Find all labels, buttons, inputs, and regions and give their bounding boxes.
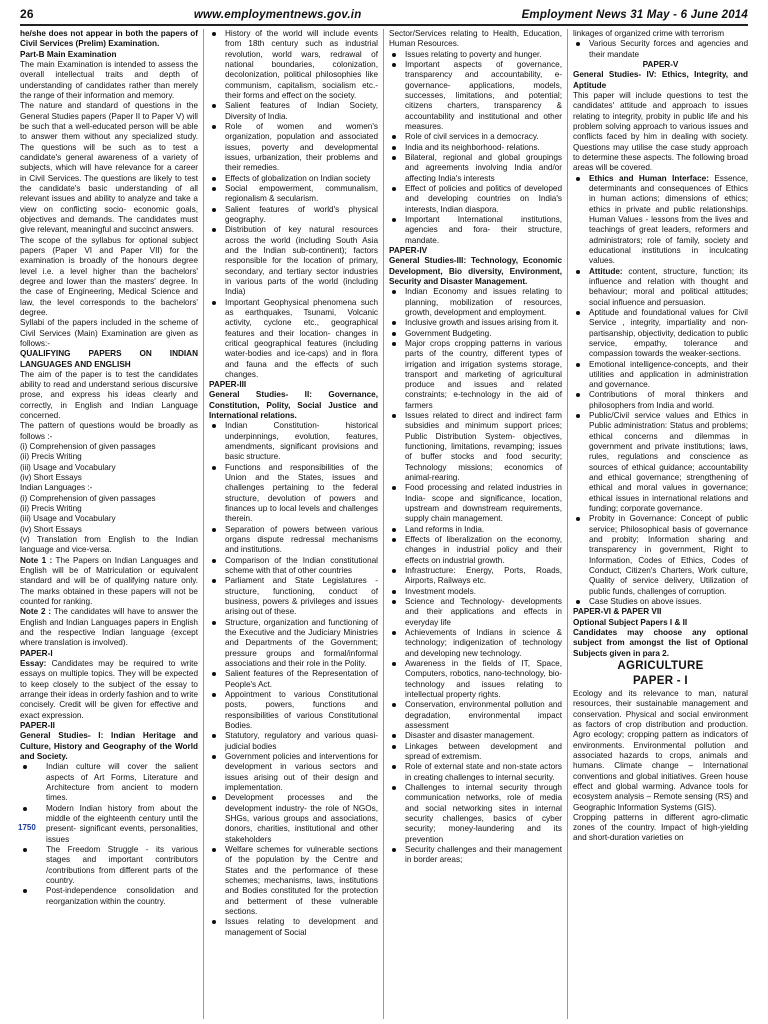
paragraph: (iv) Short Essays bbox=[20, 473, 82, 483]
section-heading: QUALIFYING PAPERS ON INDIAN LANGUAGES AND ENGLISH bbox=[20, 349, 198, 369]
note-text: The Papers on Indian Languages and English will be of Matriculation or equivalent standard and will be of qualifying nature only. The marks obtained in these papers will not be counted for ranking. bbox=[20, 555, 198, 607]
list-item-lead: Ethics and Human Interface: bbox=[589, 173, 709, 183]
list-item-text: Post-independence consolidation and reorganization within the country. bbox=[46, 886, 198, 906]
list-item-text: Indian Constitution- historical underpinnings, evolution, features, amendments, significant provisions and basic structure. bbox=[225, 421, 378, 462]
list-item-text: Science and Technology- developments and their applications and effects in everyday life bbox=[405, 597, 562, 627]
list-item-text: Indian culture will cover the salient aspects of Art Forms, Literature and Architecture from ancient to modern times. bbox=[46, 762, 198, 803]
list-item-text: Various Security forces and agencies and their mandate bbox=[589, 39, 748, 59]
section-heading: PAPER-V bbox=[642, 59, 679, 69]
list-item bbox=[573, 390, 748, 411]
list-item bbox=[389, 628, 562, 659]
list-item-text: Land reforms in India. bbox=[405, 524, 485, 534]
list-item bbox=[209, 525, 378, 556]
list-item bbox=[209, 184, 378, 205]
column-2 bbox=[203, 29, 383, 1019]
list-item-text: Comparison of the Indian constitutional scheme with that of other countries bbox=[225, 555, 378, 576]
list-item-text: Important International institutions, agencies and fora- their structure, mandate. bbox=[405, 214, 562, 245]
list-item-lead: Attitude: bbox=[589, 266, 623, 276]
section-heading: Candidates may choose any optional subject from amongst the list of Optional Subjects given in para 2. bbox=[573, 628, 748, 658]
list-item bbox=[389, 339, 562, 411]
list-item-text: Disaster and disaster management. bbox=[405, 731, 535, 741]
list-item bbox=[573, 514, 748, 597]
list-item-text: Case Studies on above issues. bbox=[589, 597, 702, 607]
list-item-text: History of the world will include events from 18th century such as industrial revolution, world wars, redrawal of national boundaries, colonization, decolonization, political philosophies like communism, capitalism, socialism etc.- their forms and effect on the society. bbox=[225, 29, 378, 100]
list-item bbox=[209, 917, 378, 938]
list-item bbox=[20, 762, 198, 803]
section-heading: General Studies- II: Governance, Constitution, Polity, Social Justice and International relations. bbox=[209, 390, 378, 421]
list-item bbox=[209, 845, 378, 917]
list-item bbox=[389, 132, 562, 142]
list-item bbox=[389, 411, 562, 483]
list-item bbox=[573, 39, 748, 60]
note-label: Note 1 : bbox=[20, 555, 53, 565]
paragraph: (ii) Precis Writing bbox=[20, 452, 82, 462]
list-item-text: Major crops cropping patterns in various parts of the country, different types of irrigation and irrigation systems storage, transport and marketing of agricultural produce and issues and related constraints; e-technology in the aid of farmers bbox=[405, 338, 562, 410]
list-item bbox=[573, 597, 748, 607]
section-heading: General Studies- I: Indian Heritage and Culture, History and Geography of the World and Society. bbox=[20, 731, 198, 761]
column-4 bbox=[567, 29, 748, 1019]
section-heading: Optional Subject Papers I & II bbox=[573, 617, 688, 627]
note-text: The candidates will have to answer the English and Indian Languages papers in English and the respective Indian language (except where translation is involved). bbox=[20, 607, 199, 648]
list-item-text: Public/Civil service values and Ethics in Public administration: Status and problems; ethical concerns and dilemmas in government and private institutions; laws, rules, regulations and conscience as sources of ethical guidance; accountability and ethical governance; strengthening of ethical and moral values in governance; ethical issues in international relations and funding; corporate governance. bbox=[589, 411, 748, 514]
list-item bbox=[209, 576, 378, 617]
list-item-text: Parliament and State Legislatures - structure, functioning, conduct of business, powers & privileges and issues arising out of these. bbox=[225, 576, 378, 617]
paragraph: (iii) Usage and Vocabulary bbox=[20, 462, 116, 472]
list-item-text: Effect of policies and politics of developed and developing countries on India's interests, Indian diaspora. bbox=[405, 183, 562, 214]
paragraph: Cropping patterns in different agro-climatic zones of the country. Impact of high-yielding and short-duration varieties on bbox=[573, 812, 748, 843]
list-item-text: Aptitude and foundational values for Civil Service , integrity, impartiality and non-partisanship, objectivity, dedication to public service, empathy, tolerance and compassion towards the weaker-sections. bbox=[589, 307, 748, 359]
list-item bbox=[209, 101, 378, 122]
list-item bbox=[209, 618, 378, 670]
list-item-text: Issues relating to poverty and hunger. bbox=[405, 49, 542, 59]
paragraph: linkages of organized crime with terrorism bbox=[573, 29, 725, 38]
list-item bbox=[389, 50, 562, 60]
paragraph: (i) Comprehension of given passages bbox=[20, 493, 156, 503]
list-item-text: The Freedom Struggle - its various stages and important contributors /contributions from different parts of the country. bbox=[46, 844, 198, 885]
list-item bbox=[573, 411, 748, 514]
list-item bbox=[389, 742, 562, 763]
paragraph: The aim of the paper is to test the candidates ability to read and understand serious discursive prose, and express his ideas clearly and correctly, in English and Indian Language concerned. bbox=[20, 369, 198, 421]
list-item bbox=[573, 267, 748, 308]
list-item-text: Issues relating to development and management of Social bbox=[225, 917, 378, 937]
list-item-text: Infrastructure: Energy, Ports, Roads, Airports, Railways etc. bbox=[405, 566, 562, 586]
paragraph: Sector/Services relating to Health, Education, Human Resources. bbox=[389, 29, 562, 49]
bullet-list bbox=[389, 50, 562, 246]
list-item-text: Inclusive growth and issues arising from it. bbox=[405, 318, 559, 328]
list-item bbox=[209, 669, 378, 690]
paragraph: Ecology and its relevance to man, natural resources, their sustainable management and conservation. Physical and social environment as factors of crop distribution and production. Agro ecology; cropping pattern as indicators of environments. Environmental pollution and associated hazards to crops, animals and humans. Climate change – International conventions and global initiatives. Green house effect and global warming. Advance tools for ecosystem analysis – Remote sensing (RS) and Geographic Information Systems (GIS). bbox=[573, 688, 748, 812]
list-item bbox=[209, 205, 378, 226]
list-item bbox=[389, 287, 562, 318]
list-item-text: Contributions of moral thinkers and philosophers from India and world. bbox=[589, 390, 748, 410]
list-item bbox=[209, 421, 378, 462]
list-item bbox=[209, 225, 378, 297]
section-heading: PAPER-IV bbox=[389, 245, 428, 255]
section-heading: PAPER-II bbox=[20, 720, 55, 730]
list-item bbox=[389, 700, 562, 731]
list-item bbox=[209, 463, 378, 525]
paragraph: (iv) Short Essays bbox=[20, 524, 82, 534]
list-item-text: Salient features of the Representation of People's Act. bbox=[225, 669, 378, 689]
list-item-text: Bilateral, regional and global groupings and agreements involving India and/or affecting India's interests bbox=[405, 152, 562, 183]
list-item-text: Security challenges and their management in border areas; bbox=[405, 844, 562, 865]
list-item bbox=[389, 535, 562, 566]
paragraph: (iii) Usage and Vocabulary bbox=[20, 514, 116, 524]
list-item bbox=[389, 184, 562, 215]
list-item-text: Conservation, environmental pollution and degradation, environmental impact assessment bbox=[405, 700, 562, 730]
list-item-text: Issues related to direct and indirect farm subsidies and minimum support prices; Public Distribution System- objectives, functioning, limitations, revamping; issues of buffer stocks and food security; Technology missions; economics of animal-rearing. bbox=[405, 411, 562, 483]
page-header bbox=[20, 4, 748, 26]
paragraph: This paper will include questions to test the candidates' attitude and approach to issues relating to integrity, probity in public life and his problem solving approach to various issues and conflicts faced by him in dealing with society. Questions may utilise the case study approach to determine these aspects. The following broad areas will be covered. bbox=[573, 90, 748, 173]
list-item bbox=[389, 587, 562, 597]
bullet-list bbox=[389, 287, 562, 865]
list-item-text: Probity in Governance: Concept of public service; Philosophical basis of governance and probity; Information sharing and transparency in government, Right to Information, Codes of Ethics, Codes of Conduct, Citizen's Charters, Work culture, Quality of service delivery, Utilization of public funds, challenges of corruption. bbox=[589, 514, 748, 596]
note-text: Candidates may be required to write essays on multiple topics. They will be expected to keep closely to the subject of the essay to arrange their ideas in orderly fashion and to write concisely. Credit will be given for effective and exact expression. bbox=[20, 659, 198, 720]
list-item-text: Appointment to various Constitutional posts, powers, functions and responsibilities of various Constitutional Bodies. bbox=[225, 690, 378, 730]
section-heading: General Studies- IV: Ethics, Integrity, and Aptitude bbox=[573, 70, 748, 90]
list-item bbox=[389, 762, 562, 783]
section-heading: Part-B Main Examination bbox=[20, 49, 117, 59]
list-item-text: Distribution of key natural resources across the world (including South Asia and the Indian sub-continent); factors responsible for the location of primary, secondary, and tertiary sector industries in various parts of the world (including India) bbox=[225, 225, 378, 297]
list-item-text: Statutory, regulatory and various quasi-judicial bodies bbox=[225, 731, 378, 751]
column-3 bbox=[383, 29, 567, 1019]
list-item bbox=[389, 566, 562, 587]
list-item-text: India and its neighborhood- relations. bbox=[405, 142, 540, 152]
paragraph bbox=[20, 556, 198, 608]
list-item bbox=[389, 845, 562, 866]
list-item-text: Government policies and interventions for development in various sectors and issues arising out of their design and implementation. bbox=[225, 751, 378, 792]
paragraph: The scope of the syllabus for optional subject papers (Paper VI and Paper VII) for the examination is broadly of the honours degree level i.e. a level higher than the bachelors' degree and lower than the masters' degree. In the case of Engineering, Medical Science and law, the level corresponds to the bachelors' degree. bbox=[20, 235, 198, 317]
paragraph bbox=[20, 607, 198, 648]
list-item bbox=[389, 783, 562, 845]
column-1 bbox=[20, 29, 203, 1019]
list-item-text: Linkages between development and spread of extremism. bbox=[405, 741, 562, 761]
subject-title: AGRICULTURE bbox=[617, 660, 704, 673]
list-item-text: Investment models. bbox=[405, 586, 476, 596]
list-item bbox=[389, 153, 562, 184]
list-item-text: Essence, determinants and consequences of Ethics in human actions; dimensions of ethics; ethics in private and public relationships. Human Values - lessons from the lives and teachings of great leaders, reformers and administrators; role of family, society and educational institutions in inculcating values. bbox=[589, 173, 748, 266]
list-item bbox=[209, 29, 378, 101]
page-number: 26 bbox=[20, 7, 34, 21]
list-item-text: Role of women and women's organization, population and associated issues, poverty and developmental issues, urbanization, their problems and their remedies. bbox=[225, 121, 378, 173]
list-item-text: Indian Economy and issues relating to planning, mobilization of resources, growth, development and employment. bbox=[405, 287, 562, 317]
paragraph: The main Examination is intended to assess the overall intellectual traits and depth of understanding of candidates rather than merely the range of their information and memory. bbox=[20, 59, 198, 100]
bullet-list bbox=[20, 762, 198, 907]
list-item bbox=[209, 690, 378, 731]
list-item bbox=[389, 329, 562, 339]
list-item-text: Effects of globalization on Indian society bbox=[225, 173, 371, 183]
list-item-text: Food processing and related industries in India- scope and significance, location, upstream and downstream requirements, supply chain management. bbox=[405, 483, 562, 524]
paragraph: The pattern of questions would be broadly as follows :- bbox=[20, 421, 198, 441]
section-heading: PAPER-III bbox=[209, 380, 247, 390]
bullet-list bbox=[209, 421, 378, 937]
list-item-text: Welfare schemes for vulnerable sections of the population by the Centre and States and the performance of these schemes; mechanisms, laws, institutions and Bodies constituted for the protection and betterment of these vulnerable sections. bbox=[225, 844, 378, 916]
list-item-text: Separation of powers between various organs dispute redressal mechanisms and institutions. bbox=[225, 524, 378, 555]
section-heading: PAPER-I bbox=[20, 648, 53, 658]
list-item bbox=[389, 597, 562, 628]
list-item-text: Role of external state and non-state actors in creating challenges to internal security. bbox=[405, 762, 562, 782]
list-item bbox=[209, 174, 378, 184]
list-item-text: Awareness in the fields of IT, Space, Computers, robotics, nano-technology, bio-technology and issues relating to intellectual property rights. bbox=[405, 659, 562, 699]
list-item bbox=[209, 793, 378, 845]
page-counter: 1750 bbox=[18, 822, 36, 832]
list-item bbox=[209, 752, 378, 793]
paragraph bbox=[20, 659, 198, 721]
list-item-text: Modern Indian history from about the middle of the eighteenth century until the present- significant events, personalities, issues bbox=[46, 803, 198, 844]
list-item bbox=[389, 483, 562, 524]
list-item bbox=[389, 215, 562, 246]
list-item-text: Effects of liberalization on the economy, changes in industrial policy and their effects on industrial growth. bbox=[405, 535, 562, 565]
list-item-text: Achievements of Indians in science & technology; indigenization of technology and developing new technology. bbox=[405, 628, 562, 658]
list-item bbox=[389, 318, 562, 328]
paragraph: Syllabi of the papers included in the scheme of Civil Services (Main) Examination are given as follows:- bbox=[20, 318, 198, 348]
list-item-text: Challenges to internal security through communication networks, role of media and social networking sites in internal security challenges, basics of cyber security; money-laundering and its prevention bbox=[405, 782, 562, 844]
list-item bbox=[209, 556, 378, 577]
list-item bbox=[389, 525, 562, 535]
section-heading: General Studies-III: Technology, Economic Development, Bio diversity, Environment, Security and Disaster Management. bbox=[389, 256, 562, 286]
list-item bbox=[573, 174, 748, 267]
list-item-text: Role of civil services in a democracy. bbox=[405, 132, 539, 142]
list-item-text: Important Geophysical phenomena such as earthquakes, Tsunami, Volcanic activity, cyclone etc., geographical features and their location- changes in critical geographical features (including water-bodies and ice-caps) and in flora and fauna and the effects of such changes. bbox=[225, 297, 378, 379]
list-item-text: Development processes and the development industry- the role of NGOs, SHGs, various groups and associations, donors, charities, institutional and other stakeholders bbox=[225, 793, 378, 844]
list-item-text: Important aspects of governance, transparency and accountability, e-governance- applications, models, successes, limitations, and potential; citizens charters, transparency & accountability and institutional and other measures. bbox=[405, 59, 562, 131]
article-columns bbox=[20, 29, 748, 1019]
section-heading: he/she does not appear in both the papers of Civil Services (Prelim) Examination. bbox=[20, 29, 198, 49]
list-item bbox=[209, 122, 378, 174]
site-url[interactable]: www.employmentnews.gov.in bbox=[193, 9, 362, 21]
paragraph: Indian Languages :- bbox=[20, 483, 93, 493]
list-item bbox=[209, 298, 378, 381]
list-item-text: Salient features of world's physical geography. bbox=[225, 204, 378, 224]
list-item-text: Salient features of Indian Society, Diversity of India. bbox=[225, 101, 378, 121]
paragraph: (ii) Precis Writing bbox=[20, 504, 82, 514]
list-item bbox=[389, 659, 562, 700]
list-item bbox=[573, 308, 748, 360]
bullet-list bbox=[573, 39, 748, 60]
list-item bbox=[389, 60, 562, 132]
paragraph: (i) Comprehension of given passages bbox=[20, 442, 156, 452]
list-item bbox=[573, 360, 748, 391]
section-heading: PAPER-VI & PAPER VII bbox=[573, 607, 662, 617]
list-item-text: Social empowerment, communalism, regionalism & secularism. bbox=[225, 183, 378, 204]
list-item bbox=[20, 845, 198, 886]
list-item bbox=[209, 731, 378, 752]
bullet-list bbox=[209, 29, 378, 380]
subject-title: PAPER - I bbox=[633, 674, 688, 687]
list-item-text: Emotional intelligence-concepts, and their utilities and application in administration and governance. bbox=[589, 359, 748, 390]
paragraph: The nature and standard of questions in the General Studies papers (Paper II to Paper V) will be such that a well-educated person will be able to answer them without any specialized study. The questions will be such as to test a candidate's general awareness of a variety of subjects, which will have relevance for a career in Civil Services. The questions are likely to test the candidate's basic understanding of all relevant issues and ability to analyze and take a view on conflicting socio- economic goals, objectives and demands. The candidates must give relevant, meaningful and succinct answers. bbox=[20, 101, 198, 235]
list-item bbox=[389, 143, 562, 153]
list-item-text: Functions and responsibilities of the Union and the States, issues and challenges pertaining to the federal structure, devolution of powers and finances up to local levels and challenges therein. bbox=[225, 462, 378, 524]
list-item bbox=[20, 886, 198, 907]
note-label: Note 2 : bbox=[20, 607, 52, 617]
list-item bbox=[389, 731, 562, 741]
edition-date: Employment News 31 May - 6 June 2014 bbox=[521, 9, 748, 21]
bullet-list bbox=[573, 174, 748, 608]
list-item-text: content, structure, function; its influence and relation with thought and behaviour; moral and political attitudes; social influence and persuasion. bbox=[589, 266, 748, 307]
list-item-text: Government Budgeting. bbox=[405, 328, 492, 338]
list-item-text: Structure, organization and functioning of the Executive and the Judiciary Ministries and Departments of the Government; pressure groups and formal/informal associations and their role in the Polity. bbox=[225, 617, 378, 669]
list-item bbox=[20, 804, 198, 845]
note-label: Essay: bbox=[20, 659, 47, 669]
paragraph: (v) Translation from English to the Indian language and vice-versa. bbox=[20, 535, 198, 555]
